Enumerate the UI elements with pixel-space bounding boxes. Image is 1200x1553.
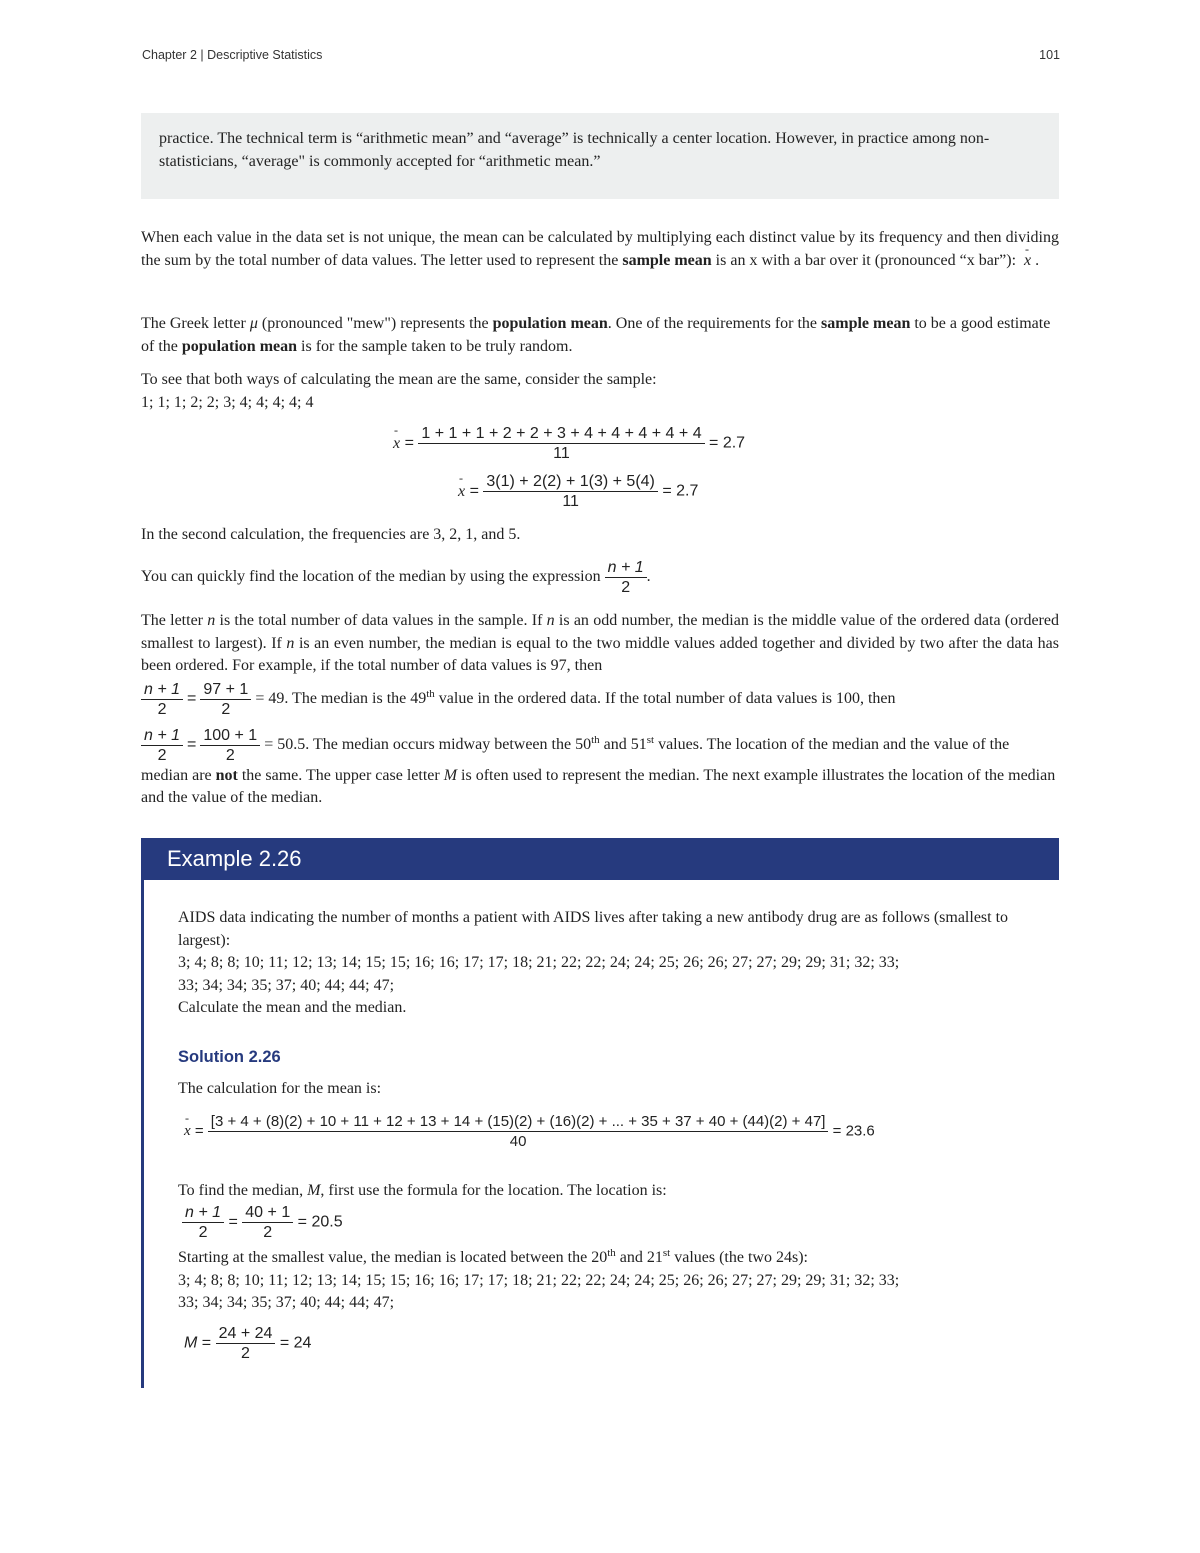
data-line: 33; 34; 34; 35; 37; 40; 44; 44; 47; [178, 1294, 395, 1311]
paragraph-median-location [141, 558, 1059, 597]
text: In the second calculation, the frequencies are 3, 2, 1, and 5. [141, 526, 521, 543]
equals: = [201, 1334, 212, 1352]
n-symbol: n [546, 612, 555, 629]
fraction [141, 726, 183, 765]
fraction [141, 680, 183, 719]
text: is for the sample taken to be truly random. [297, 337, 573, 355]
term-sample-mean: sample mean [821, 315, 911, 332]
equation-solution-mean [184, 1112, 875, 1151]
numerator: n + 1 [141, 680, 183, 700]
paragraph-sample-mean [141, 227, 1059, 272]
n-symbol: n [286, 634, 295, 652]
text: To see that both ways of calculating the mean are the same, consider the sample: [141, 371, 657, 388]
text: is often used to represent the median. The next example illustrates the location of the median and the value of the median. [141, 767, 1056, 806]
data-line: 3; 4; 8; 8; 10; 11; 12; 13; 14; 15; 15; 16; 16; 17; 17; 18; 21; 22; 22; 24; 24; 25; 26; 26; 27; 27; 29; 29; 31; 32; 33; [178, 954, 900, 971]
fraction [200, 680, 251, 719]
text: AIDS data indicating the number of months a patient with AIDS lives after taking a new antibody drug are as follows (smallest to largest): [178, 909, 1009, 949]
numerator: 24 + 24 [216, 1324, 276, 1344]
text: To find the median, [178, 1182, 308, 1199]
solution-title: Solution 2.26 [178, 1048, 281, 1066]
note-box [141, 113, 1059, 199]
term-sample-mean: sample mean [622, 251, 712, 269]
equation-location [182, 1203, 343, 1242]
example-title: Example 2.26 [141, 838, 1059, 880]
equals: = [187, 690, 197, 708]
denominator: 11 [553, 445, 570, 462]
numerator: [3 + 4 + (8)(2) + 10 + 11 + 12 + 13 + 14 + (15)(2) + (16)(2) + ... + 35 + 37 + 40 + (44)(2) + 47] [208, 1112, 829, 1132]
denominator: 2 [157, 701, 167, 718]
x-bar-symbol: - x [184, 1123, 191, 1140]
fraction [418, 424, 704, 463]
fraction [483, 472, 658, 511]
example-problem [178, 907, 1038, 1020]
numerator: 1 + 1 + 1 + 2 + 2 + 3 + 4 + 4 + 4 + 4 + 4 [418, 424, 704, 444]
chapter-header: Chapter 2 | Descriptive Statistics [142, 48, 323, 62]
fraction [216, 1324, 276, 1363]
term-population-mean: population mean [492, 315, 608, 332]
result: = 20.5 [297, 1213, 343, 1231]
equation-mean-1 [393, 424, 745, 463]
solution-median-data [178, 1247, 1038, 1315]
equals: = [228, 1213, 238, 1231]
m-symbol: M [307, 1182, 321, 1199]
x-bar-symbol: - x [1024, 250, 1031, 273]
superscript: st [646, 734, 655, 747]
text: values. The location of the median and the value of the median are [141, 736, 1010, 784]
mu-symbol: μ [249, 315, 258, 332]
data-line: 33; 34; 34; 35; 37; 40; 44; 44; 47; [178, 976, 395, 994]
text: = 50.5. The median occurs midway between the 50 [264, 736, 592, 754]
denominator: 2 [221, 701, 231, 718]
equation-mean-2 [458, 472, 698, 511]
median-97-row [141, 680, 1059, 719]
data-line: 3; 4; 8; 8; 10; 11; 12; 13; 14; 15; 15; 16; 16; 17; 17; 18; 21; 22; 22; 24; 24; 25; 26; 26; 27; 27; 29; 29; 31; 32; 33; [178, 1271, 900, 1289]
equals: = [469, 482, 479, 500]
result: = 23.6 [832, 1122, 875, 1140]
equals: = [404, 434, 414, 452]
superscript: th [591, 734, 600, 747]
term-population-mean: population mean [181, 337, 298, 355]
result: = 2.7 [662, 482, 699, 500]
paragraph-median-explain [141, 610, 1059, 678]
fraction [605, 558, 647, 597]
n-symbol: n [207, 612, 216, 629]
text: to be a good estimate of the [141, 315, 1051, 355]
paragraph-frequencies [141, 524, 1059, 547]
denominator: 2 [198, 1224, 208, 1241]
superscript: th [607, 1247, 616, 1259]
paragraph-sample-intro [141, 369, 1059, 414]
text: . [1035, 251, 1040, 269]
numerator: 97 + 1 [200, 680, 251, 700]
m-symbol: M [184, 1334, 198, 1352]
fraction [200, 726, 260, 765]
denominator: 40 [509, 1133, 527, 1150]
paragraph-population-mean [141, 313, 1059, 358]
numerator: n + 1 [182, 1203, 224, 1223]
text: The Greek letter [141, 315, 250, 332]
text: (pronounced "mew") represents the [257, 315, 493, 332]
text: . One of the requirements for the [607, 315, 822, 332]
denominator: 2 [225, 747, 235, 764]
result: = 24 [279, 1334, 312, 1352]
m-symbol: M [443, 767, 458, 784]
text: You can quickly find the location of the median by using the expression [141, 568, 601, 586]
text: The calculation for the mean is: [178, 1080, 382, 1097]
equals: = [187, 736, 197, 754]
text: and 51 [599, 736, 647, 754]
median-100-row [141, 726, 1059, 809]
denominator: 2 [263, 1224, 273, 1241]
text: The letter [141, 612, 208, 629]
text: is an even number, the median is equal to the two middle values added together and divided by two after the data has been ordered. For example, if the total number of data values is 97, then [141, 634, 1059, 674]
text: is an odd number, the median is the middle value of the ordered data (ordered smallest to largest). If [141, 612, 1059, 652]
sample-values: 1; 1; 1; 2; 2; 3; 4; 4; 4; 4; 4 [141, 393, 314, 411]
text: is the total number of data values in the sample. If [215, 612, 547, 629]
text: = 49. The median is the 49 [255, 690, 427, 708]
superscript: th [426, 688, 435, 701]
text: value in the ordered data. If the total number of data values is 100, then [434, 690, 896, 708]
numerator: n + 1 [141, 726, 183, 746]
denominator: 2 [241, 1345, 250, 1362]
numerator: 40 + 1 [242, 1203, 293, 1223]
text: Starting at the smallest value, the median is located between the 20 [178, 1249, 608, 1266]
numerator: 3(1) + 2(2) + 1(3) + 5(4) [483, 472, 658, 492]
page-number: 101 [1039, 48, 1060, 62]
solution-median-intro [178, 1180, 1038, 1203]
denominator: 2 [621, 579, 631, 596]
x-bar-symbol: - x [393, 435, 400, 453]
fraction [208, 1112, 829, 1151]
note-text: practice. The technical term is “arithmetic mean” and “average” is technically a center location. However, in practice among non-statisticians, “average" is commonly accepted for “arithmetic mean.” [159, 130, 990, 170]
text: values (the two 24s): [670, 1249, 808, 1266]
text: Calculate the mean and the median. [178, 999, 407, 1016]
solution-mean-intro [178, 1078, 1038, 1101]
denominator: 11 [562, 493, 579, 510]
emphasis-not: not [215, 767, 238, 784]
text: and 21 [615, 1249, 663, 1266]
x-bar-symbol: - x [458, 483, 465, 501]
superscript: st [662, 1247, 671, 1259]
text: . [646, 568, 651, 586]
fraction [182, 1203, 224, 1242]
numerator: 100 + 1 [200, 726, 260, 746]
text: When each value in the data set is not unique, the mean can be calculated by multiplying each distinct value by its frequency and then dividing the sum by the total number of data values. The letter used to represent the [141, 229, 1059, 269]
text: , first use the formula for the location. The location is: [320, 1182, 667, 1199]
equals: = [194, 1122, 204, 1140]
fraction [242, 1203, 293, 1242]
numerator: n + 1 [605, 558, 647, 578]
equation-median-value [184, 1324, 311, 1363]
text: the same. The upper case letter [237, 767, 444, 784]
text: is an x with a bar over it (pronounced “x bar”): [711, 251, 1021, 269]
denominator: 2 [157, 747, 167, 764]
result: = 2.7 [709, 434, 746, 452]
